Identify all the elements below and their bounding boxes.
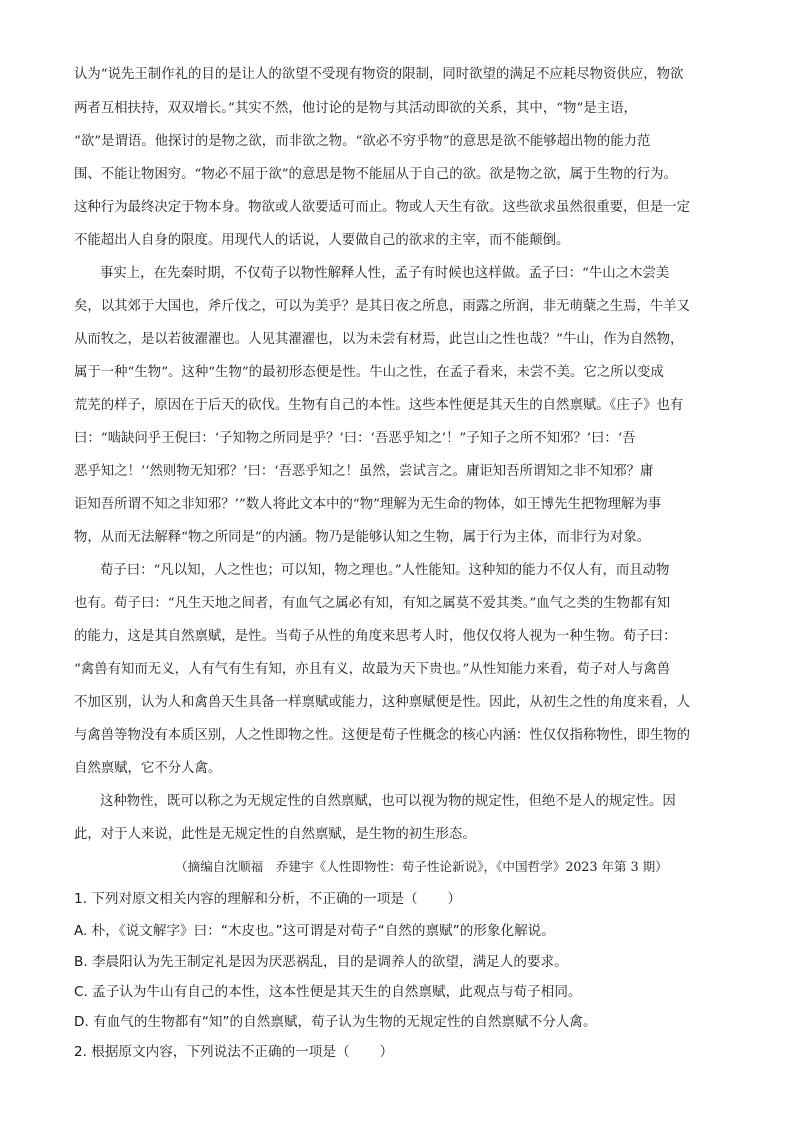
- passage-line: 与禽兽等物没有本质区别，人之性即物之性。这便是荀子性概念的核心内涵：性仅仅指称物性，即生物的: [74, 728, 690, 743]
- option-a: A. 朴，《说文解字》曰：“木皮也。”这可谓是对荀子“自然的禀赋”的形象化解说。: [74, 923, 555, 939]
- question-1: [74, 890, 461, 908]
- passage-line: 此，对于人来说，此性是无规定性的自然禀赋，是生物的初生形态。: [74, 827, 476, 842]
- passage-line: 属于一种“生物”。这种“生物”的最初形态便是性。牛山之性，在孟子看来，未尝不美。它之所以变成: [74, 365, 664, 380]
- passage-line: 围、不能让物困穷。“物必不屈于欲”的意思是物不能屈从于自己的欲。欲是物之欲，属于生物的行为。: [74, 167, 677, 182]
- passage-line: 这种行为最终决定于物本身。物欲或人欲要适可而止。物或人天生有欲。这些欲求虽然很重要，但是一定: [74, 200, 690, 215]
- passage-line: 从而牧之，是以若彼濯濯也。人见其濯濯也，以为未尝有材焉，此岂山之性也哉？”牛山，作为自然物，: [74, 332, 684, 347]
- passage-line: 事实上，在先秦时期，不仅荀子以物性解释人性，孟子有时候也这样做。孟子曰：“牛山之木尝美: [100, 266, 670, 281]
- question-2-stem: 2. 根据原文内容，下列说法不正确的一项是（: [74, 1044, 350, 1060]
- passage-line: 恶乎知之！’‘然则物无知邪？’曰：‘吾恶乎知之！虽然，尝试言之。庸讵知吾所谓知之非不知邪？庸: [74, 464, 654, 479]
- passage-line: 的能力，这是其自然禀赋，是性。当荀子从性的角度来思考人时，他仅仅将人视为一种生物。荀子曰：: [74, 629, 677, 644]
- passage-line: 自然禀赋，它不分人禽。: [74, 761, 222, 776]
- passage-line: 矣，以其郊于大国也，斧斤伐之，可以为美乎？是其日夜之所息，雨露之所润，非无萌蘖之生焉，牛羊又: [74, 299, 690, 314]
- passage-line: 曰：“啮缺问乎王倪曰：‘子知物之所同是乎？’曰：‘吾恶乎知之’！”子知子之所不知邪？’曰：‘吾: [74, 431, 636, 446]
- passage-line: 这种物性，既可以称之为无规定性的自然禀赋，也可以视为物的规定性，但绝不是人的规定性。因: [100, 794, 676, 809]
- passage-line: 荒芜的样子，原因在于后天的砍伐。生物有自己的本性。这些本性便是其天生的自然禀赋。《庄子》也有: [74, 398, 684, 413]
- passage-line: “禽兽有知而无义，人有气有生有知，亦且有义，故最为天下贵也。”从性知能力来看，荀子对人与禽兽: [74, 662, 671, 677]
- passage-line: 不能超出人自身的限度。用现代人的话说，人要做自己的欲求的主宰，而不能颠倒。: [74, 233, 570, 248]
- passage-line: 讵知吾所谓不知之非知邪？’”数人将此文本中的“物”理解为无生命的物体，如王博先生把物理解为事: [74, 497, 662, 512]
- passage-line: 荀子曰：“凡以知，人之性也；可以知，物之理也。”人性能知。这种知的能力不仅人有，而且动物: [100, 563, 670, 578]
- passage-line: 认为“说先王制作礼的目的是让人的欲望不受现有物资的限制，同时欲望的满足不应耗尽物资供应，物欲: [74, 67, 684, 82]
- passage-line: “欲”是谓语。他探讨的是物之欲，而非欲之物。“欲必不穷乎物”的意思是欲不能够超出物的能力范: [74, 134, 651, 149]
- option-d: D. 有血气的生物都有“知”的自然禀赋，荀子认为生物的无规定性的自然禀赋不分人禽。: [74, 1014, 597, 1030]
- question-1-close: ）: [447, 891, 462, 907]
- passage-line: 也有。荀子曰：“凡生天地之间者，有血气之属必有知，有知之属莫不爱其类。”血气之类的生物都有知: [74, 596, 671, 611]
- passage-line: 物，从而无法解释“物之所同是”的内涵。物乃是能够认知之生物，属于行为主体，而非行为对象。: [74, 530, 651, 545]
- passage-line: 不加区别，认为人和禽兽天生具备一样禀赋或能力，这种禀赋便是性。因此，从初生之性的角度来看，人: [74, 695, 690, 710]
- option-c: C. 孟子认为牛山有自己的本性，这本性便是其天生的自然禀赋，此观点与荀子相同。: [74, 984, 582, 1000]
- question-2: [74, 1043, 393, 1061]
- source-citation: （摘编自沈顺福 乔建宇《人性即物性：荀子性论新说》，《中国哲学》2023 年第 3 期）: [175, 859, 668, 874]
- question-2-close: ）: [379, 1044, 394, 1060]
- passage-line: 两者互相扶持，双双增长。”其实不然，他讨论的是物与其活动即欲的关系，其中，“物”是主语，: [74, 101, 637, 116]
- option-b: B. 李晨阳认为先王制定礼是因为厌恶祸乱，目的是调养人的欲望，满足人的要求。: [74, 954, 568, 970]
- question-1-stem: 1. 下列对原文相关内容的理解和分析，不正确的一项是（: [74, 891, 418, 907]
